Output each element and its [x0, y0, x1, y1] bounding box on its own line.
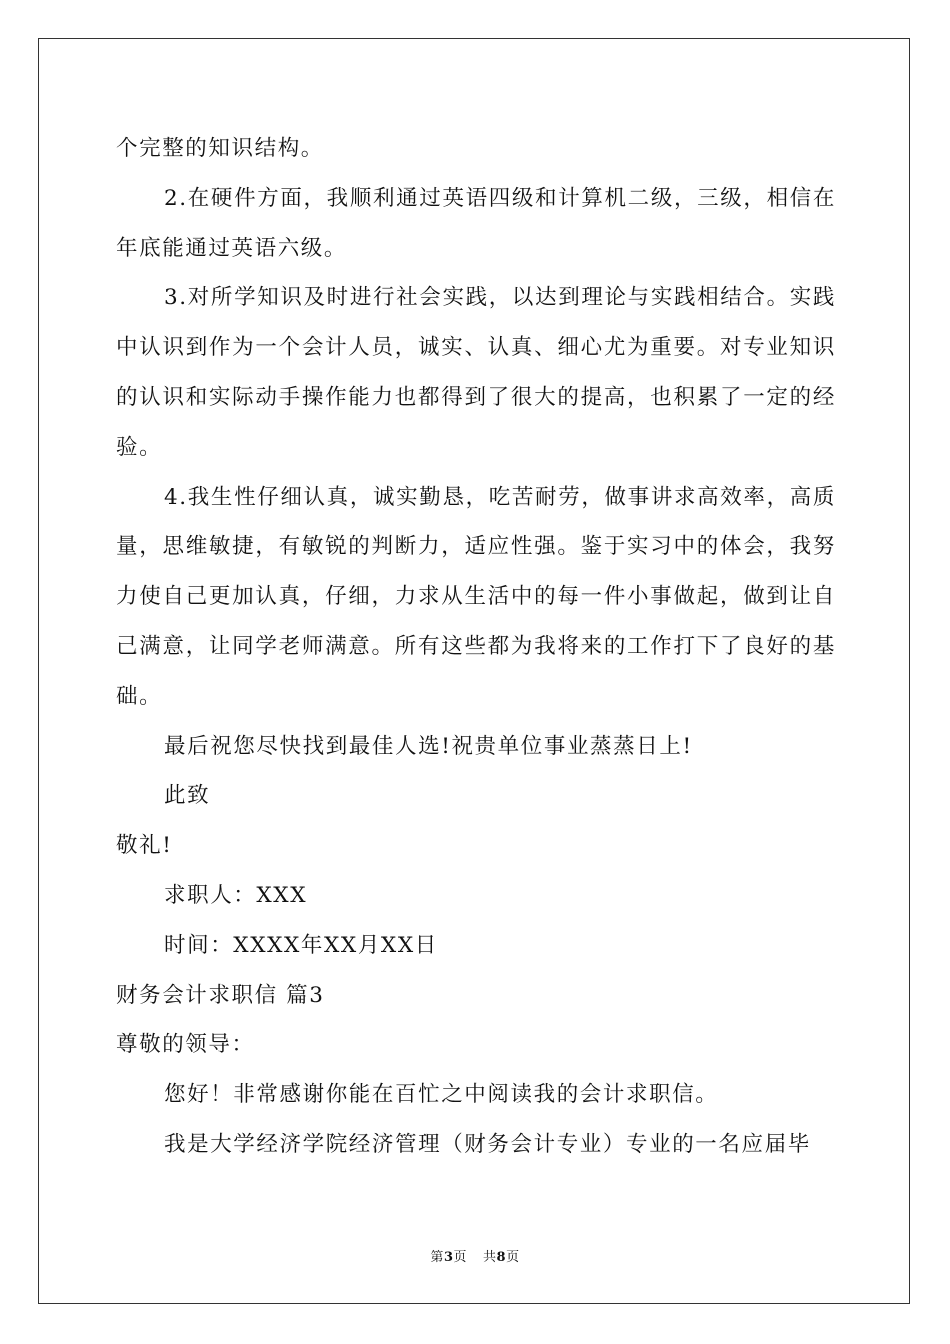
- section-heading: 财务会计求职信 篇3: [116, 982, 325, 1008]
- total-unit: 页: [506, 1250, 520, 1265]
- closing-wish: 最后祝您尽快找到最佳人选!祝贵单位事业蒸蒸日上!: [164, 733, 693, 759]
- page-prefix: 第: [430, 1250, 444, 1265]
- paragraph: 2.在硬件方面，我顺利通过英语四级和计算机二级，三级，相信在年底能通过英语六级。: [116, 185, 836, 261]
- paragraph: 3.对所学知识及时进行社会实践，以达到理论与实践相结合。实践中认识到作为一个会计人员，诚实、认真、细心尤为重要。对专业知识的认识和实际动手操作能力也都得到了很大的提高，也积累了一定的经验。: [116, 285, 836, 460]
- applicant-name: 求职人：XXX: [164, 882, 308, 908]
- document-body: [116, 124, 836, 1170]
- page-footer: [0, 1246, 950, 1265]
- letter-greeting: 尊敬的领导：: [116, 1032, 255, 1058]
- paragraph: 个完整的知识结构。: [116, 136, 324, 161]
- salutation-cizhi: 此致: [164, 783, 211, 809]
- paragraph: 4.我生性仔细认真，诚实勤恳，吃苦耐劳，做事讲求高效率，高质量，思维敏捷，有敏锐的判断力，适应性强。鉴于实习中的体会，我努力使自己更加认真，仔细，力求从生活中的每一件小事做起，做到让自己满意，让同学老师满意。所有这些都为我将来的工作打下了良好的基础。: [116, 484, 836, 709]
- paragraph: 您好！非常感谢你能在百忙之中阅读我的会计求职信。: [164, 1082, 719, 1108]
- paragraph: 我是大学经济学院经济管理（财务会计专业）专业的一名应届毕: [164, 1131, 811, 1157]
- page-unit: 页: [453, 1250, 467, 1265]
- total-prefix: 共: [483, 1250, 497, 1265]
- letter-date: 时间：XXXX年XX月XX日: [164, 932, 438, 958]
- page-total: 8: [496, 1250, 507, 1265]
- salutation-jingli: 敬礼!: [116, 833, 173, 859]
- page-current: 3: [443, 1250, 454, 1265]
